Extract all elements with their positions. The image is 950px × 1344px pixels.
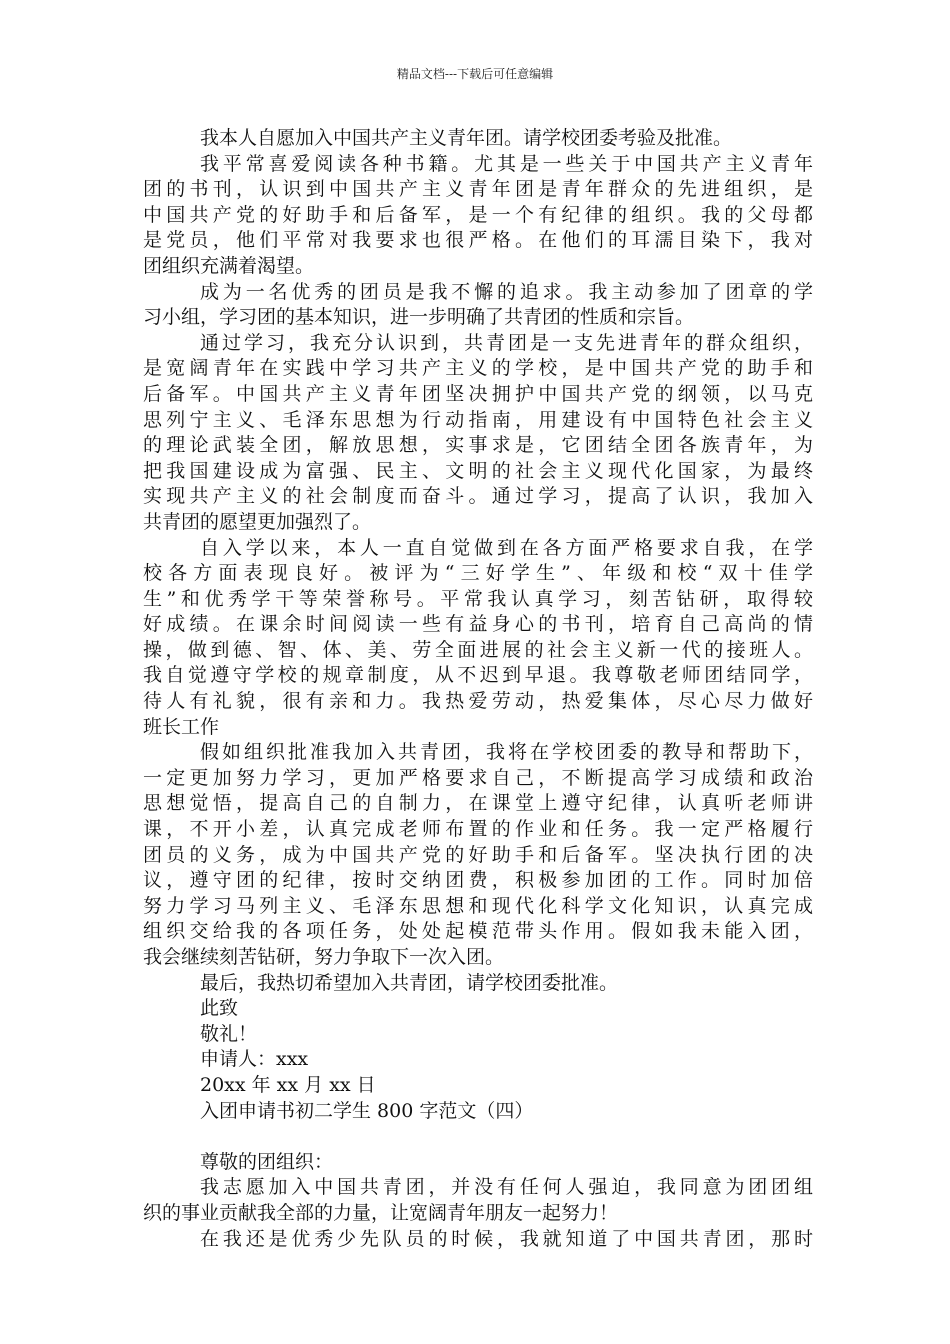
text-line: 成为一名优秀的团员是我不懈的追求。我主动参加了团章的学 <box>200 280 813 303</box>
text-line: 待人有礼貌，很有亲和力。我热爱劳动，热爱集体，尽心尽力做好 <box>143 690 813 713</box>
text-line: 中国共产党的好助手和后备军，是一个有纪律的组织。我的父母都 <box>143 203 813 226</box>
text-line: 一定更加努力学习，更加严格要求自己，不断提高学习成绩和政治 <box>143 766 813 789</box>
text-line: 自入学以来，本人一直自觉做到在各方面严格要求自我，在学 <box>200 536 813 559</box>
text-line: 思想觉悟，提高自己的自制力，在课堂上遵守纪律，认真听老师讲 <box>143 792 813 815</box>
text-line: 20xx 年 xx 月 xx 日 <box>200 1073 376 1096</box>
text-line: 把我国建设成为富强、民主、文明的社会主义现代化国家，为最终 <box>143 459 813 482</box>
text-line: 我本人自愿加入中国共产主义青年团。请学校团委考验及批准。 <box>200 127 733 149</box>
text-line: 好成绩。在课余时间阅读一些有益身心的书刊，培育自己高尚的情 <box>143 613 813 636</box>
text-line: 课，不开小差，认真完成老师布置的作业和任务。我一定严格履行 <box>143 818 813 841</box>
blank-line <box>143 1124 813 1150</box>
text-line: 团的书刊，认识到中国共产主义青年团是青年群众的先进组织，是 <box>143 178 813 201</box>
text-line: 思列宁主义、毛泽东思想为行动指南，用建设有中国特色社会主义 <box>143 408 813 431</box>
text-line: 实现共产主义的社会制度而奋斗。通过学习，提高了认识，我加入 <box>143 485 813 508</box>
document-body <box>143 126 813 1252</box>
text-line: 组织交给我的各项任务，处处起模范带头作用。假如我未能入团， <box>143 920 813 943</box>
text-line: 尊敬的团组织： <box>200 1150 334 1173</box>
text-line: 是党员，他们平常对我要求也很严格。在他们的耳濡目染下，我对 <box>143 229 813 252</box>
text-line: 后备军。中国共产主义青年团坚决拥护中国共产党的纲领，以马克 <box>143 382 813 405</box>
text-line: 织的事业贡献我全部的力量，让宽阔青年朋友一起努力！ <box>143 1201 619 1224</box>
text-line: 班长工作 <box>143 715 220 738</box>
text-line: 我会继续刻苦钻研，努力争取下一次入团。 <box>143 946 505 968</box>
text-line: 的理论武装全团，解放思想，实事求是，它团结全团各族青年，为 <box>143 434 813 457</box>
text-line: 努力学习马列主义、毛泽东思想和现代化科学文化知识，认真完成 <box>143 894 813 917</box>
text-line: 团组织充满着渴望。 <box>143 254 315 277</box>
text-line: 入团申请书初二学生 800 字范文（四） <box>200 1099 534 1122</box>
text-line: 习小组，学习团的基本知识，进一步明确了共青团的性质和宗旨。 <box>143 306 695 329</box>
text-line: 操，做到德、智、体、美、劳全面进展的社会主义新一代的接班人。 <box>143 638 813 661</box>
text-line: 假如组织批准我加入共青团，我将在学校团委的教导和帮助下， <box>200 741 813 764</box>
text-line: 共青团的愿望更加强烈了。 <box>143 510 372 533</box>
text-line: 校各方面表现良好。被评为“三好学生”、年级和校“双十佳学 <box>143 562 813 585</box>
page-header: 精品文档---下载后可任意编辑 <box>396 67 554 81</box>
text-line: 通过学习，我充分认识到，共青团是一支先进青年的群众组织， <box>200 331 813 354</box>
text-line: 议，遵守团的纪律，按时交纳团费，积极参加团的工作。同时加倍 <box>143 869 813 892</box>
text-line: 敬礼！ <box>200 1022 258 1045</box>
text-line: 我自觉遵守学校的规章制度，从不迟到早退。我尊敬老师团结同学， <box>143 664 813 687</box>
text-line: 生”和优秀学干等荣誉称号。平常我认真学习，刻苦钻研，取得较 <box>143 587 813 610</box>
text-line: 申请人：xxx <box>200 1048 309 1071</box>
text-line: 此致 <box>200 997 239 1020</box>
text-line: 我志愿加入中国共青团，并没有任何人强迫，我同意为团团组 <box>200 1176 813 1199</box>
text-line: 在我还是优秀少先队员的时候，我就知道了中国共青团，那时 <box>200 1227 813 1250</box>
text-line: 我平常喜爱阅读各种书籍。尤其是一些关于中国共产主义青年 <box>200 152 813 175</box>
text-line: 是宽阔青年在实践中学习共产主义的学校，是中国共产党的助手和 <box>143 357 813 380</box>
text-line: 团员的义务，成为中国共产党的好助手和后备军。坚决执行团的决 <box>143 843 813 866</box>
text-line: 最后，我热切希望加入共青团，请学校团委批准。 <box>200 971 619 994</box>
